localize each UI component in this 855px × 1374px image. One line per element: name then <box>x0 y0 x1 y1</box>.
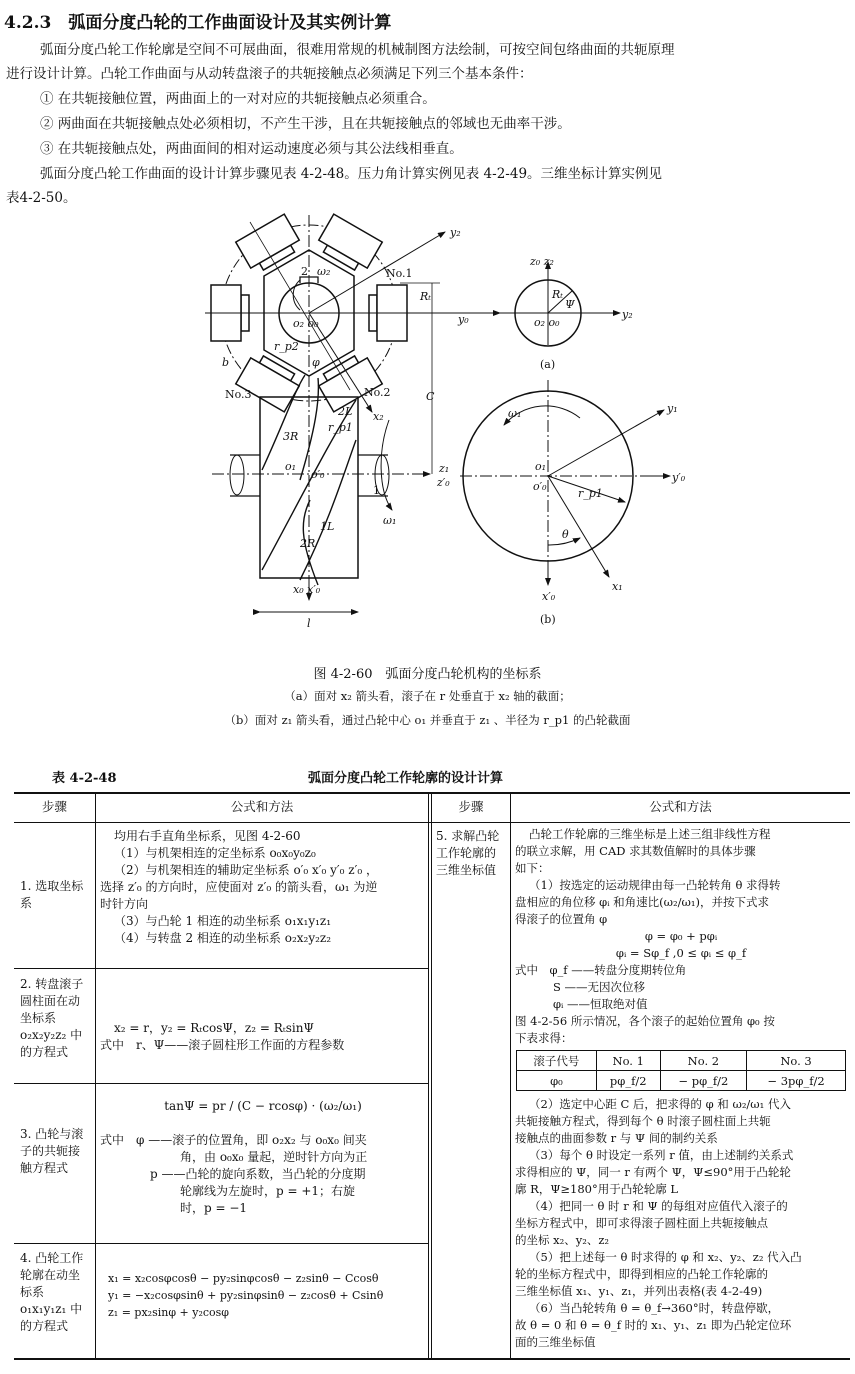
text-line: 的坐标 x₂、y₂、z₂ <box>515 1233 610 1247</box>
roller <box>236 214 303 275</box>
text-line: 凸轮工作轮廓的三维坐标是上述三组非线性方程 <box>529 827 771 841</box>
header-method: 公式和方法 <box>649 799 712 814</box>
svg-text:No.1: No.1 <box>386 267 413 280</box>
text-line: 求得相应的 Ψ，同一 r 有两个 Ψ，Ψ≤90°用于凸轮轮 <box>515 1165 791 1179</box>
subtable-cell: φ₀ <box>517 1071 597 1091</box>
text-line: （2）选定中心距 C 后，把求得的 φ 和 ω₂/ω₁ 代入 <box>529 1097 791 1111</box>
method-cell <box>100 1132 426 1217</box>
svg-text:Ψ: Ψ <box>565 298 575 311</box>
text-line: （3）与凸轮 1 相连的动坐标系 o₁x₁y₁z₁ <box>114 914 332 928</box>
svg-text:y₂: y₂ <box>450 226 461 239</box>
svg-text:2R: 2R <box>300 537 316 550</box>
table-number: 表 4-2-48 <box>52 771 117 786</box>
text-line: 共轭接触方程式，得到每个 θ 时滚子圆柱面上共轭 <box>515 1114 771 1128</box>
header-method: 公式和方法 <box>230 799 294 814</box>
text-line: 接触点的曲面参数 r 与 Ψ 间的制约关系 <box>515 1131 718 1145</box>
subtable-cell: 滚子代号 <box>517 1051 597 1071</box>
section-a-drawing <box>500 262 620 346</box>
text-line: （4）与转盘 2 相连的动坐标系 o₂x₂y₂z₂ <box>114 931 332 945</box>
paragraph-line: 弧面分度凸轮工作轮廓是空间不可展曲面，很难用常规的机械制图方法绘制，可按空间包络曲面的共轭原理 <box>40 42 675 58</box>
figure-caption-a: （a）面对 x₂ 箭头看，滚子在 r 处垂直于 x₂ 轴的截面； <box>284 689 571 703</box>
svg-text:o′₀: o′₀ <box>533 480 547 493</box>
svg-text:ω₂: ω₂ <box>317 265 331 278</box>
svg-text:o₂ o₀: o₂ o₀ <box>293 317 319 330</box>
svg-text:y₂: y₂ <box>622 308 633 321</box>
text-line: p ——凸轮的旋向系数，当凸轮的分度期 <box>150 1167 366 1181</box>
text-line: 均用右手直角坐标系，见图 4-2-60 <box>114 829 301 843</box>
text-line: 坐标方程式中，即可求得滚子圆柱面上共轭接触点 <box>515 1216 768 1230</box>
svg-text:Rₜ: Rₜ <box>552 288 563 301</box>
svg-text:o₁: o₁ <box>285 460 297 473</box>
text-line: 面的三维坐标值 <box>515 1335 596 1349</box>
svg-text:y′₀: y′₀ <box>672 471 686 484</box>
paragraph-line: 弧面分度凸轮工作曲面的设计计算步骤见表 4-2-48。压力角计算实例见表 4-2-49。三维坐标计算实例见 <box>40 166 663 182</box>
svg-text:Rₜ: Rₜ <box>420 290 431 303</box>
method-cell <box>515 826 847 928</box>
svg-text:1: 1 <box>373 484 380 497</box>
svg-text:ω₁: ω₁ <box>383 514 397 527</box>
text-line: 盘相应的角位移 φᵢ 和角速比(ω₂/ω₁)，并按下式求 <box>515 895 769 909</box>
svg-text:x₀ x′₀: x₀ x′₀ <box>293 583 321 596</box>
svg-text:ω₁: ω₁ <box>508 407 522 420</box>
text-line: （2）与机架相连的辅助定坐标系 o′₀ x′₀ y′₀ z′₀ ， <box>114 863 378 877</box>
svg-text:o′₀: o′₀ <box>311 468 325 481</box>
section-b-labels <box>508 402 686 626</box>
svg-text:C: C <box>426 390 435 403</box>
text-line: 式中 φ_f ——转盘分度期转位角 <box>515 963 687 977</box>
svg-text:3R: 3R <box>283 430 299 443</box>
text-line: 故 θ = 0 和 θ = θ_f 时的 x₁、y₁、z₁ 即为凸轮定位环 <box>515 1318 792 1332</box>
text-line: （1）与机架相连的定坐标系 o₀x₀y₀z₀ <box>114 846 316 860</box>
condition-3: ③ 在共轭接触点处，两曲面间的相对运动速度必须与其公法线相垂直。 <box>40 141 463 157</box>
turret-drawing <box>205 214 500 612</box>
method-cell <box>100 828 426 947</box>
text-line: 选择 z′₀ 的方向时，应使面对 z′₀ 的箭头看，ω₁ 为逆 <box>100 880 378 894</box>
method-cell <box>108 1270 428 1321</box>
formula: tanΨ = pr / (C − rcosφ) · (ω₂/ω₁) <box>164 1099 362 1113</box>
subtable-cell: No. 2 <box>660 1051 746 1071</box>
text-line: 轮的坐标方程式中，即得到相应的凸轮工作轮廓的 <box>515 1267 768 1281</box>
text-line: 的联立求解，用 CAD 求其数值解时的具体步骤 <box>515 844 756 858</box>
figure-caption-b: （b）面对 z₁ 箭头看，通过凸轮中心 o₁ 并垂直于 z₁ 、半径为 r_p1 的凸轮截面 <box>224 713 631 727</box>
svg-text:2L: 2L <box>338 405 353 418</box>
roller <box>315 351 382 412</box>
equation: φᵢ = Sφ_f ,0 ≤ φᵢ ≤ φ_f <box>615 946 747 960</box>
svg-text:r_p1: r_p1 <box>328 421 353 434</box>
subtable-cell: − pφ_f/2 <box>660 1071 746 1091</box>
condition-2: ② 两曲面在共轭接触点处必须相切，不产生干涉，且在共轭接触点的邻域也无曲率干涉。 <box>40 116 571 132</box>
text-line: 角，由 o₀x₀ 量起，逆时针方向为正 <box>180 1150 368 1164</box>
text-line: （1）按选定的运动规律由每一凸轮转角 θ 求得转 <box>529 878 781 892</box>
svg-text:(a): (a) <box>540 358 556 371</box>
text-line: （5）把上述每一 θ 时求得的 φ 和 x₂、y₂、z₂ 代入凸 <box>529 1250 802 1264</box>
svg-text:x₂: x₂ <box>373 410 384 423</box>
text-line: 时，p = −1 <box>180 1201 248 1215</box>
section-b-drawing <box>460 380 670 585</box>
text-line: 下表求得： <box>515 1031 573 1045</box>
text-line: y₁ = −x₂cosφsinθ + py₂sinφsinθ − z₂cosθ + Csinθ <box>108 1289 384 1302</box>
method-cell <box>515 962 847 1047</box>
roller <box>236 351 303 412</box>
svg-text:θ: θ <box>562 528 569 541</box>
svg-text:y₀: y₀ <box>458 313 469 326</box>
step-cell: 5. 求解凸轮工作轮廓的三维坐标值 <box>436 829 500 877</box>
svg-text:(b): (b) <box>540 613 556 626</box>
header-step: 步骤 <box>458 799 484 814</box>
svg-text:x′₀: x′₀ <box>542 590 556 603</box>
svg-text:r_p1: r_p1 <box>578 487 603 500</box>
svg-text:r_p2: r_p2 <box>274 340 299 353</box>
text-line: 得滚子的位置角 φ <box>515 912 608 926</box>
svg-text:z′₀: z′₀ <box>437 476 450 489</box>
text-line: 图 4-2-56 所示情况，各个滚子的起始位置角 φ₀ 按 <box>515 1014 775 1028</box>
svg-text:φ: φ <box>312 356 320 369</box>
text-line: S ——无因次位移 <box>553 980 646 994</box>
figure-caption: 图 4-2-60 弧面分度凸轮机构的坐标系 <box>313 667 542 682</box>
svg-text:2: 2 <box>301 265 308 278</box>
equation: φ = φ₀ + pφᵢ <box>644 929 718 943</box>
step-cell: 2. 转盘滚子圆柱面在动坐标系 o₂x₂y₂z₂ 中的方程式 <box>20 977 84 1059</box>
text-line: 廓 R，Ψ≥180°用于凸轮轮廓 L <box>515 1182 679 1196</box>
svg-text:z₀ z₂: z₀ z₂ <box>530 255 554 268</box>
subtable-cell: No. 1 <box>596 1051 660 1071</box>
svg-text:y₁: y₁ <box>667 402 678 415</box>
svg-text:z₁: z₁ <box>439 462 450 475</box>
mechanism-figure <box>0 0 855 650</box>
text-line: 三维坐标值 x₁、y₁、z₁，并列出表格(表 4-2-49) <box>515 1284 763 1298</box>
svg-text:x₁: x₁ <box>612 580 623 593</box>
text-line: x₁ = x₂cosφcosθ − py₂sinφcosθ − z₂sinθ − Ccosθ <box>108 1272 379 1285</box>
text-line: 如下： <box>515 861 550 875</box>
text-line: （4）把同一 θ 时 r 和 Ψ 的每组对应值代入滚子的 <box>529 1199 788 1213</box>
text-line: 式中 r、Ψ——滚子圆柱形工作面的方程参数 <box>100 1038 345 1052</box>
text-line: 时针方向 <box>100 897 149 911</box>
text-line: φᵢ ——恒取绝对值 <box>553 997 648 1011</box>
header-step: 步骤 <box>41 799 67 814</box>
table-title: 弧面分度凸轮工作轮廓的设计计算 <box>308 771 504 786</box>
svg-text:b: b <box>222 356 230 369</box>
roller-start-angle-table <box>516 1050 846 1091</box>
svg-text:1L: 1L <box>320 520 335 533</box>
subtable-cell: No. 3 <box>747 1051 846 1071</box>
svg-text:o₂ o₀: o₂ o₀ <box>534 316 560 329</box>
text-line: z₁ = px₂sinφ + y₂cosφ <box>108 1306 229 1319</box>
subtable-cell: − 3pφ_f/2 <box>747 1071 846 1091</box>
paragraph-line: 表4-2-50。 <box>6 190 77 206</box>
section-heading: 4.2.3 弧面分度凸轮的工作曲面设计及其实例计算 <box>4 13 392 33</box>
svg-text:o₁: o₁ <box>535 460 547 473</box>
text-line: 式中 φ ——滚子的位置角，即 o₂x₂ 与 o₀x₀ 间夹 <box>100 1133 367 1147</box>
step-cell: 3. 凸轮与滚子的共轭接触方程式 <box>20 1127 84 1175</box>
method-cell <box>515 1096 847 1351</box>
text-line: 轮廓线为左旋时，p = +1；右旋 <box>180 1184 356 1198</box>
text-line: x₂ = r，y₂ = RₜcosΨ，z₂ = RₜsinΨ <box>114 1021 314 1035</box>
paragraph-line: 进行设计计算。凸轮工作曲面与从动转盘滚子的共轭接触点必须满足下列三个基本条件： <box>6 66 533 82</box>
text-line: （6）当凸轮转角 θ = θ_f→360°时，转盘停歇， <box>529 1301 780 1315</box>
condition-1: ① 在共轭接触位置，两曲面上的一对对应的共轭接触点必须重合。 <box>40 91 436 107</box>
step-cell: 1. 选取坐标系 <box>20 879 84 910</box>
step-cell: 4. 凸轮工作轮廓在动坐标系 o₁x₁y₁z₁ 中的方程式 <box>20 1251 84 1333</box>
svg-text:No.2: No.2 <box>364 386 391 399</box>
text-line: （3）每个 θ 时设定一系列 r 值，由上述制约关系式 <box>529 1148 794 1162</box>
subtable-cell: pφ_f/2 <box>596 1071 660 1091</box>
svg-text:No.3: No.3 <box>225 388 252 401</box>
svg-text:l: l <box>307 617 311 630</box>
method-cell <box>100 1020 426 1054</box>
